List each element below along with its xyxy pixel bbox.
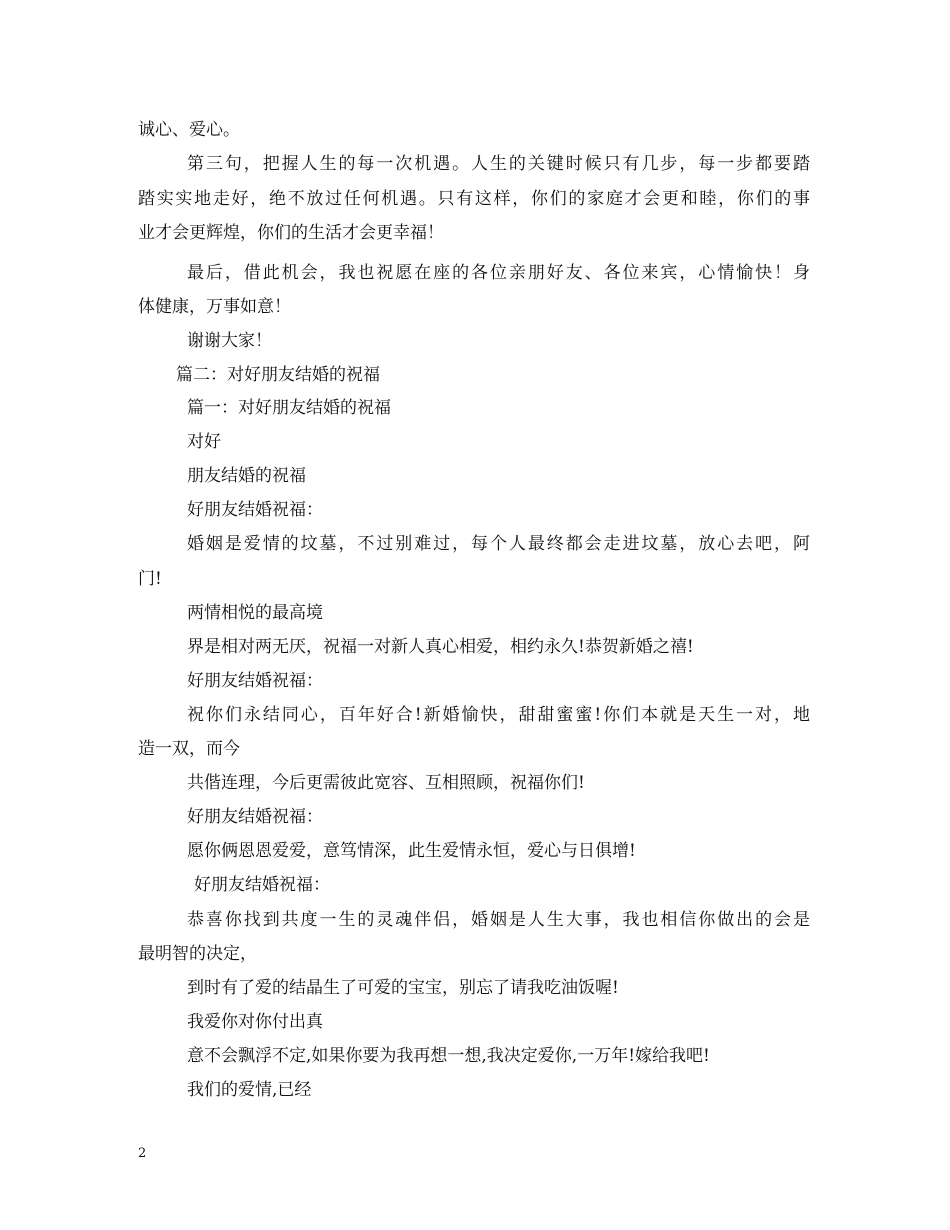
text-line: 祝你们永结同心，百年好合!新婚愉快，甜甜蜜蜜!你们本就是天生一对，地: [187, 705, 810, 725]
text-line: 恭喜你找到共度一生的灵魂伴侣，婚姻是人生大事，我也相信你做出的会是: [187, 910, 810, 930]
text-line: 意不会飘浮不定,如果你要为我再想一想,我决定爱你,一万年!嫁给我吧!: [187, 1046, 710, 1066]
text-line: 踏实实地走好，绝不放过任何机遇。只有这样，你们的家庭才会更和睦，你们的事: [138, 189, 810, 209]
text-line: 体健康，万事如意！: [138, 297, 291, 317]
page-number: 2: [138, 1146, 147, 1161]
text-line: 到时有了爱的结晶生了可爱的宝宝，别忘了请我吃油饭喔!: [187, 978, 619, 998]
section-heading: 篇一：对好朋友结婚的祝福: [187, 398, 391, 418]
text-line: 好朋友结婚祝福：: [187, 671, 323, 691]
text-line: 婚姻是爱情的坟墓，不过别难过，每个人最终都会走进坟墓，放心去吧，阿: [187, 534, 810, 554]
text-line: 造一双，而今: [138, 739, 240, 759]
text-line: 最明智的决定，: [138, 944, 257, 964]
text-line: 门!: [138, 569, 162, 589]
text-line: 共偕连理，今后更需彼此宽容、互相照顾，祝福你们!: [187, 773, 585, 793]
text-line: 谢谢大家！: [187, 331, 272, 351]
text-line: 业才会更辉煌，你们的生活才会更幸福！: [138, 223, 444, 243]
text-line: 诚心、爱心。: [138, 120, 240, 140]
text-line: 第三句，把握人生的每一次机遇。人生的关键时候只有几步，每一步都要踏: [187, 154, 810, 174]
text-line: 界是相对两无厌，祝福一对新人真心相爱，相约永久!恭贺新婚之禧!: [187, 637, 694, 657]
text-line: 好朋友结婚祝福：: [187, 807, 323, 827]
text-line: 朋友结婚的祝福: [187, 466, 306, 486]
text-line: 我爱你对你付出真: [187, 1012, 323, 1032]
text-line: 愿你俩恩恩爱爱，意笃情深，此生爱情永恒，爱心与日俱增!: [187, 841, 636, 861]
text-line: 两情相悦的最高境: [187, 603, 323, 623]
section-heading: 篇二：对好朋友结婚的祝福: [176, 365, 380, 385]
text-line: 我们的爱情,已经: [187, 1080, 312, 1100]
text-line: 最后，借此机会，我也祝愿在座的各位亲朋好友、各位来宾，心情愉快！身: [187, 263, 810, 283]
text-line: 好朋友结婚祝福：: [187, 500, 323, 520]
text-line: 对好: [187, 432, 221, 452]
text-line: 好朋友结婚祝福：: [194, 875, 330, 895]
